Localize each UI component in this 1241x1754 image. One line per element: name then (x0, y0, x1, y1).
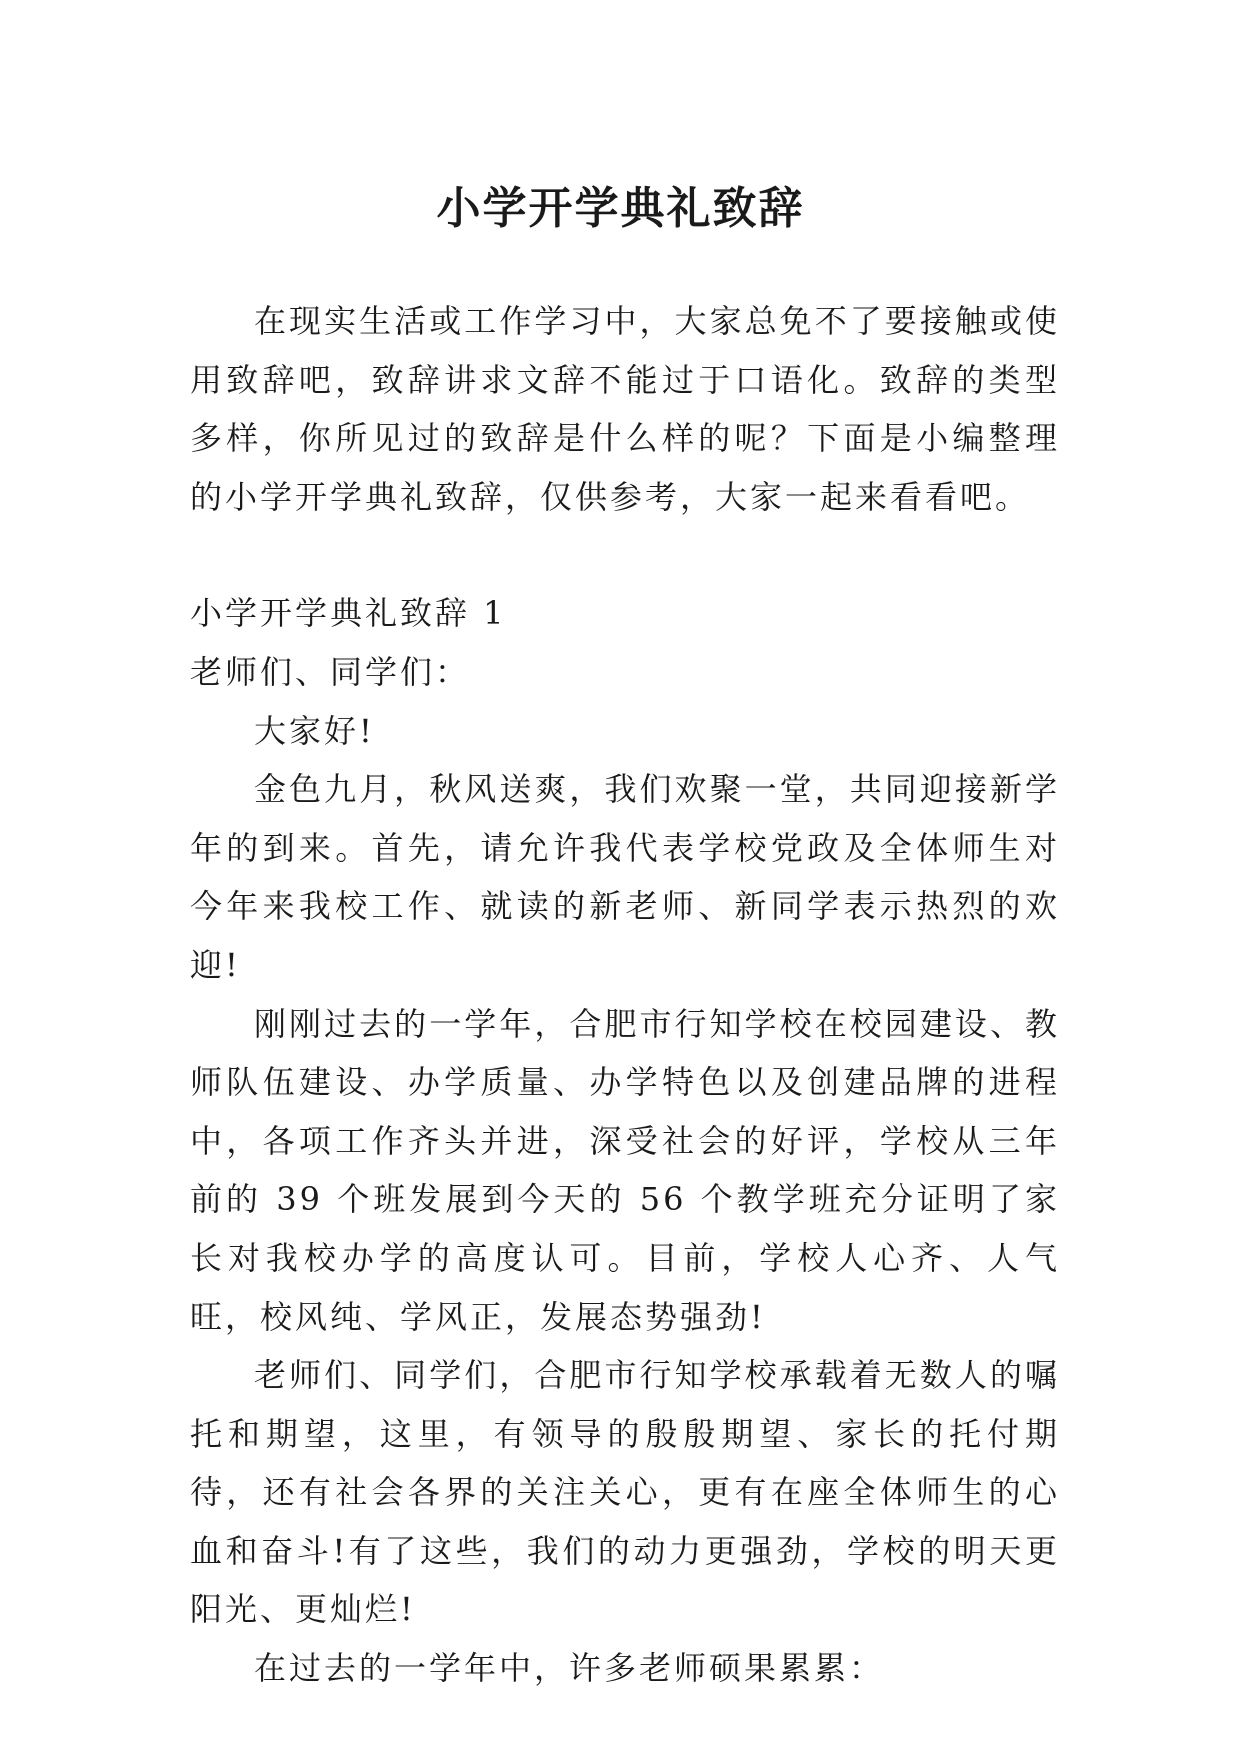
greeting: 大家好! (254, 711, 375, 750)
intro-paragraph: 在现实生活或工作学习中，大家总免不了要接触或使用致辞吧，致辞讲求文辞不能过于口语化。致辞的类型多样，你所见过的致辞是什么样的呢？下面是小编整理的小学开学典礼致辞，仅供参考，大家一起来看看吧。 (190, 302, 1060, 516)
section-heading: 小学开学典礼致辞 1 (190, 594, 507, 633)
body-paragraph-2: 刚刚过去的一学年，合肥市行知学校在校园建设、教师队伍建设、办学质量、办学特色以及创建品牌的进程中，各项工作齐头并进，深受社会的好评，学校从三年前的 39 个班发展到今天的 56 个教学班充分证明了家长对我校办学的高度认可。目前，学校人心齐、人气旺，校风纯、学风正，发展态势强劲! (190, 1004, 1060, 1336)
paragraph-spacer (190, 526, 1060, 584)
document-body (190, 292, 1060, 1698)
body-paragraph-3: 老师们、同学们，合肥市行知学校承载着无数人的嘱托和期望，这里，有领导的殷殷期望、家长的托付期待，还有社会各界的关注关心，更有在座全体师生的心血和奋斗!有了这些，我们的动力更强劲，学校的明天更阳光、更灿烂! (190, 1356, 1060, 1629)
salutation: 老师们、同学们： (190, 652, 471, 691)
body-paragraph-4: 在过去的一学年中，许多老师硕果累累： (254, 1649, 885, 1688)
document-title: 小学开学典礼致辞 (436, 183, 805, 235)
body-paragraph-1: 金色九月，秋风送爽，我们欢聚一堂，共同迎接新学年的到来。首先，请允许我代表学校党政及全体师生对今年来我校工作、就读的新老师、新同学表示热烈的欢迎! (190, 770, 1060, 984)
